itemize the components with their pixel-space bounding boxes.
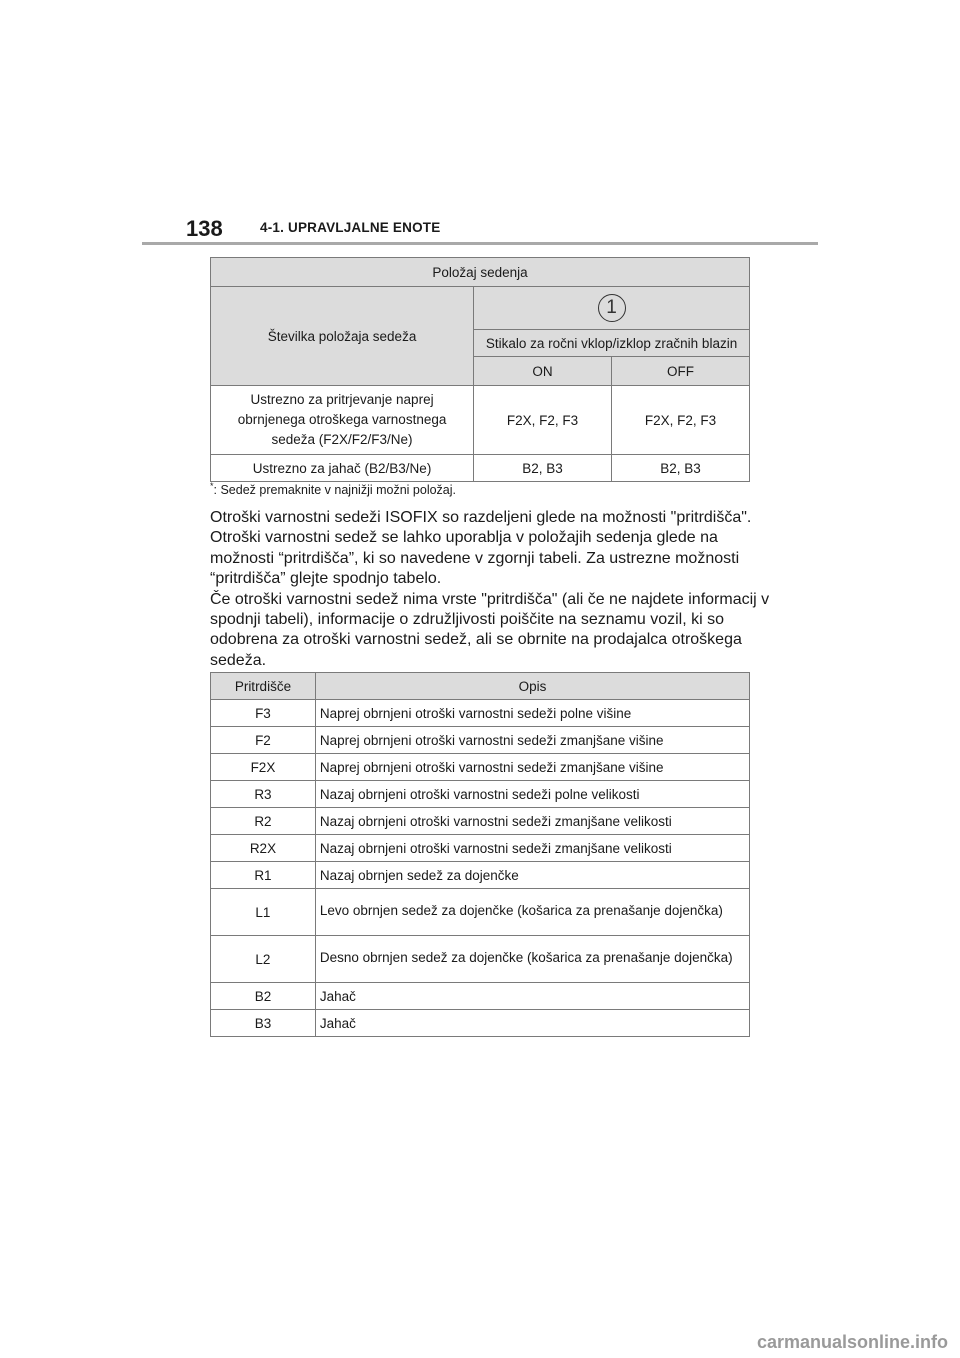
footnote-mark: *	[210, 481, 214, 491]
anchorage-description: Naprej obrnjeni otroški varnostni sedeži zmanjšane višine	[315, 754, 749, 781]
watermark: carmanualsonline.info	[756, 1332, 948, 1352]
table-row	[211, 835, 750, 862]
forward-facing-off-value: F2X, F2, F3	[612, 386, 750, 455]
anchorage-code: R2X	[211, 835, 316, 862]
table-row	[211, 386, 750, 455]
page-header	[142, 212, 818, 248]
table-row	[211, 754, 750, 781]
anchorage-description: Jahač	[315, 983, 749, 1010]
table-row	[211, 700, 750, 727]
column-header-description: Opis	[315, 673, 749, 700]
booster-off-value: B2, B3	[612, 455, 750, 482]
anchorage-description: Nazaj obrnjen sedež za dojenčke	[315, 862, 749, 889]
footnote-text: : Sedež premaknite v najnižji možni položaj.	[213, 483, 456, 498]
table-row	[211, 455, 750, 482]
anchorage-code: F2	[211, 727, 316, 754]
table-row	[211, 781, 750, 808]
seat-number-label: Številka položaja sedeža	[211, 287, 474, 386]
paragraph-compatibility: Če otroški varnostni sedež nima vrste "pritrdišča" (ali če ne najdete informacij v spodnji tabeli), informacije o združljivosti poiščite na seznamu vozil, ki so odobrena za otroški varnostni sedež, ali se obrnite na prodajalca otroškega sedeža.	[210, 590, 770, 669]
airbag-switch-label: Stikalo za ročni vklop/izklop zračnih blazin	[474, 330, 750, 357]
anchorage-description: Nazaj obrnjeni otroški varnostni sedeži zmanjšane velikosti	[315, 808, 749, 835]
anchorage-code: F2X	[211, 754, 316, 781]
anchorage-code: L2	[211, 936, 316, 983]
forward-facing-on-value: F2X, F2, F3	[474, 386, 612, 455]
body-text	[210, 508, 770, 671]
footnote	[210, 481, 456, 497]
anchorage-table	[210, 672, 750, 1037]
table-title-row	[211, 258, 750, 287]
off-header: OFF	[612, 357, 750, 386]
table-row	[211, 889, 750, 936]
anchorage-description: Naprej obrnjeni otroški varnostni sedeži zmanjšane višine	[315, 727, 749, 754]
anchorage-code: L1	[211, 889, 316, 936]
position-one-circle: 1	[598, 294, 626, 322]
paragraph-isofix-intro: Otroški varnostni sedeži ISOFIX so razdeljeni glede na možnosti "pritrdišča". Otroški varnostni sedež se lahko uporablja v položajih sedenja glede na možnosti “pritrdišča”, ki so navedene v zgornji tabeli. Za ustrezne možnosti “pritrdišča” glejte spodnjo tabelo.	[210, 509, 752, 588]
anchorage-code: B3	[211, 1010, 316, 1037]
anchorage-description: Desno obrnjen sedež za dojenčke (košarica za prenašanje dojenčka)	[315, 936, 749, 983]
anchorage-code: B2	[211, 983, 316, 1010]
anchorage-code: R2	[211, 808, 316, 835]
anchorage-code: R1	[211, 862, 316, 889]
anchorage-description: Jahač	[315, 1010, 749, 1037]
anchorage-description: Levo obrnjen sedež za dojenčke (košarica za prenašanje dojenčka)	[315, 889, 749, 936]
seat-position-marker-cell	[474, 287, 750, 330]
table-row	[211, 727, 750, 754]
forward-facing-label: Ustrezno za pritrjevanje naprej obrnjenega otroškega varnostnega sedeža (F2X/F2/F3/Ne)	[211, 386, 474, 455]
booster-label: Ustrezno za jahač (B2/B3/Ne)	[211, 455, 474, 482]
table-row	[211, 808, 750, 835]
table-row	[211, 862, 750, 889]
seating-position-table	[210, 257, 750, 482]
booster-on-value: B2, B3	[474, 455, 612, 482]
page-number: 138	[186, 216, 223, 241]
anchorage-description: Nazaj obrnjeni otroški varnostni sedeži polne velikosti	[315, 781, 749, 808]
table-row	[211, 1010, 750, 1037]
header-divider	[142, 242, 818, 245]
anchorage-code: R3	[211, 781, 316, 808]
table-row	[211, 936, 750, 983]
anchorage-description: Naprej obrnjeni otroški varnostni sedeži polne višine	[315, 700, 749, 727]
table-row	[211, 983, 750, 1010]
seating-position-title: Položaj sedenja	[211, 258, 750, 287]
anchorage-description: Nazaj obrnjeni otroški varnostni sedeži zmanjšane velikosti	[315, 835, 749, 862]
column-header-anchorage: Pritrdišče	[211, 673, 316, 700]
section-title: 4-1. UPRAVLJALNE ENOTE	[260, 220, 441, 235]
table-header-row	[211, 673, 750, 700]
on-header: ON	[474, 357, 612, 386]
anchorage-code: F3	[211, 700, 316, 727]
